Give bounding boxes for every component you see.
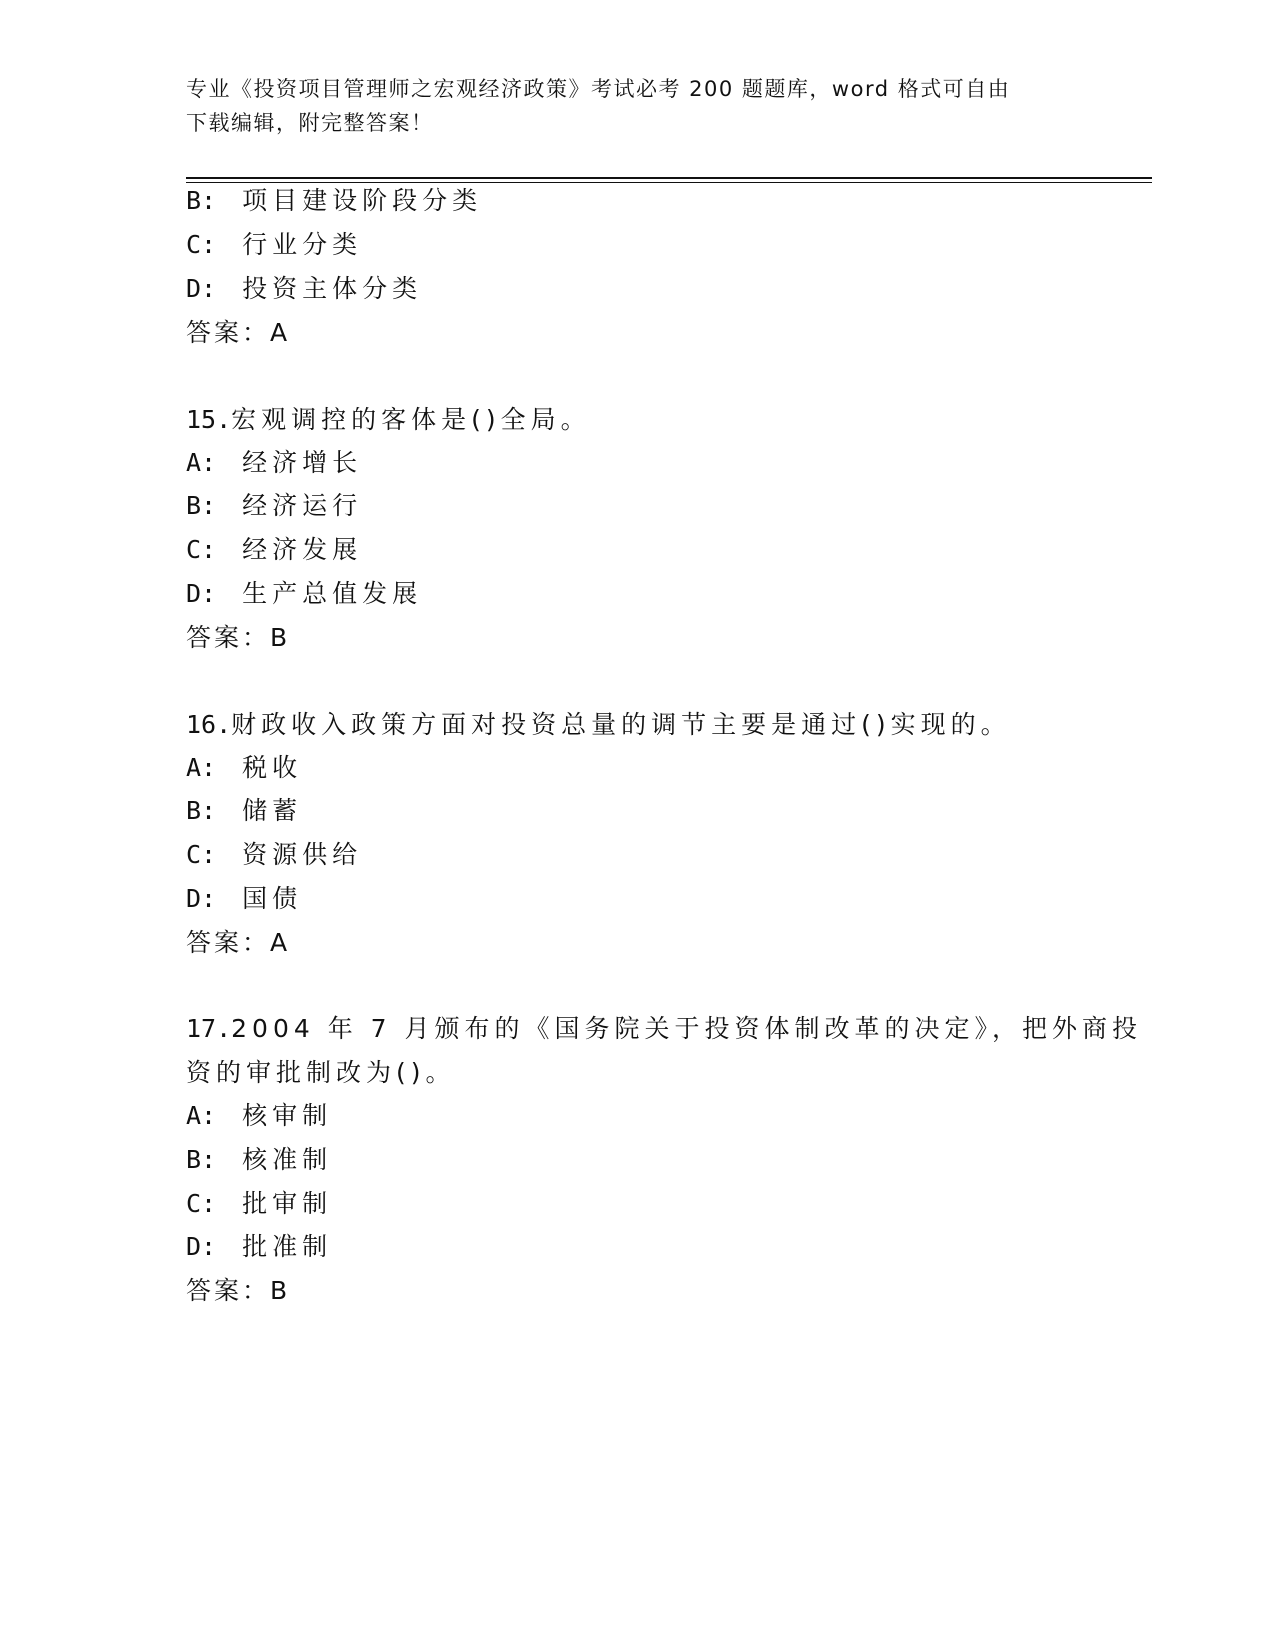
question-number: 15. bbox=[186, 405, 232, 434]
question-stem bbox=[186, 709, 1011, 741]
question-text: 宏观调控的客体是()全局。 bbox=[231, 405, 591, 434]
option-letter: D: bbox=[186, 274, 217, 303]
option-letter: D: bbox=[186, 884, 217, 913]
option-text: 国债 bbox=[242, 884, 303, 913]
answer-line: 答案：B bbox=[186, 623, 291, 652]
option-text: 核审制 bbox=[242, 1101, 333, 1130]
option-letter: A: bbox=[186, 1101, 217, 1130]
option-letter: B: bbox=[186, 796, 217, 825]
header-line-2: 下载编辑，附完整答案！ bbox=[186, 111, 434, 135]
option-text: 项目建设阶段分类 bbox=[242, 186, 483, 215]
option-text: 经济运行 bbox=[242, 491, 363, 520]
option-letter: B: bbox=[186, 186, 217, 215]
answer-line: 答案：B bbox=[186, 1276, 291, 1305]
header-divider bbox=[186, 177, 1152, 183]
option-b bbox=[186, 490, 362, 522]
question-text: 2004 年 7 月颁布的《国务院关于投资体制改革的决定》，把外商投 bbox=[231, 1014, 1143, 1043]
option-b bbox=[186, 1144, 332, 1176]
option-text: 储蓄 bbox=[242, 796, 303, 825]
option-a bbox=[186, 1100, 332, 1132]
option-text: 经济发展 bbox=[242, 535, 363, 564]
option-letter: A: bbox=[186, 448, 217, 477]
option-letter: A: bbox=[186, 753, 217, 782]
option-c bbox=[186, 229, 362, 261]
option-letter: B: bbox=[186, 1145, 217, 1174]
option-text: 经济增长 bbox=[242, 448, 363, 477]
option-letter: C: bbox=[186, 840, 217, 869]
question-text: 财政收入政策方面对投资总量的调节主要是通过()实现的。 bbox=[231, 710, 1011, 739]
answer-line: 答案：A bbox=[186, 928, 291, 957]
option-b bbox=[186, 185, 482, 217]
option-text: 投资主体分类 bbox=[242, 274, 423, 303]
question-number: 16. bbox=[186, 710, 232, 739]
option-text: 生产总值发展 bbox=[242, 579, 423, 608]
option-letter: C: bbox=[186, 230, 217, 259]
option-text: 核准制 bbox=[242, 1145, 333, 1174]
question-stem bbox=[186, 404, 591, 436]
question-stem bbox=[186, 1013, 1142, 1045]
option-a bbox=[186, 752, 302, 784]
option-c bbox=[186, 1188, 332, 1220]
option-text: 行业分类 bbox=[242, 230, 363, 259]
header-line-1: 专业《投资项目管理师之宏观经济政策》考试必考 200 题题库，word 格式可自由 bbox=[186, 77, 1011, 101]
option-a bbox=[186, 447, 362, 479]
option-d bbox=[186, 273, 422, 305]
option-letter: C: bbox=[186, 1189, 217, 1218]
option-letter: D: bbox=[186, 579, 217, 608]
option-letter: C: bbox=[186, 535, 217, 564]
document-header bbox=[186, 72, 1066, 140]
option-letter: B: bbox=[186, 491, 217, 520]
option-letter: D: bbox=[186, 1232, 217, 1261]
question-number: 17. bbox=[186, 1014, 232, 1043]
option-d bbox=[186, 578, 422, 610]
question-stem-continued: 资的审批制改为()。 bbox=[186, 1058, 456, 1087]
option-text: 批准制 bbox=[242, 1232, 333, 1261]
option-c bbox=[186, 534, 362, 566]
option-d bbox=[186, 1231, 332, 1263]
option-d bbox=[186, 883, 302, 915]
option-text: 批审制 bbox=[242, 1189, 333, 1218]
option-c bbox=[186, 839, 362, 871]
option-text: 资源供给 bbox=[242, 840, 363, 869]
option-b bbox=[186, 795, 302, 827]
option-text: 税收 bbox=[242, 753, 303, 782]
answer-line: 答案：A bbox=[186, 318, 291, 347]
